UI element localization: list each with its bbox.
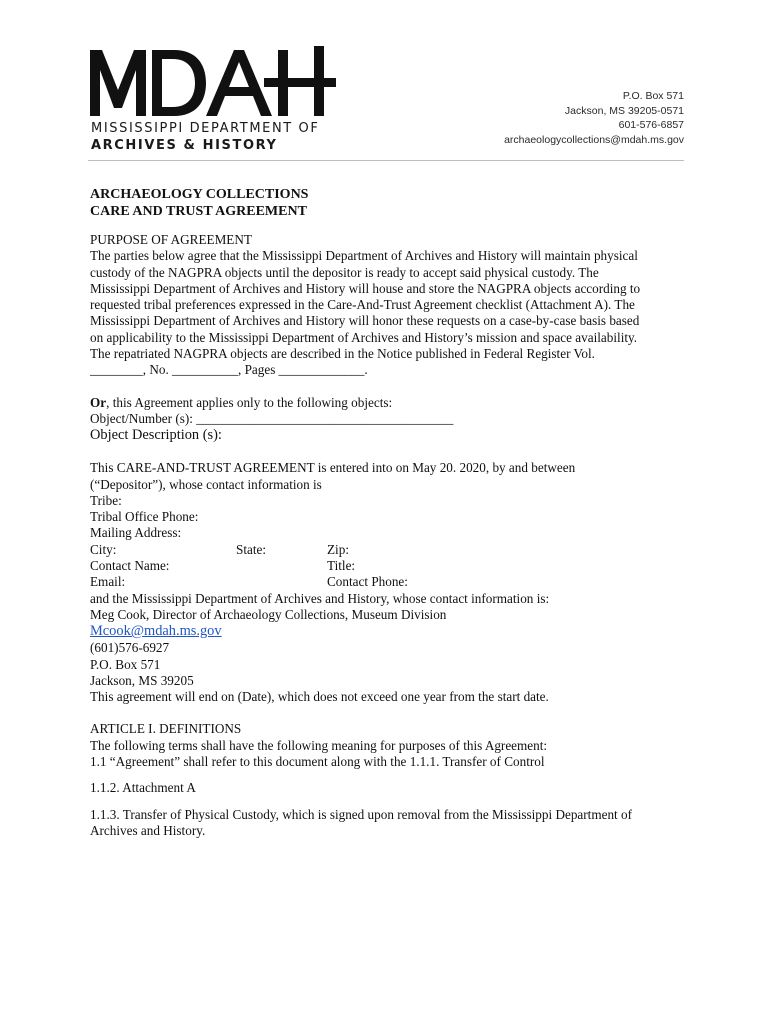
definition-1-1: 1.1 “Agreement” shall refer to this document along with the 1.1.1. Transfer of Control [90,754,545,770]
definition-1-1-2: 1.1.2. Attachment A [90,780,196,796]
city-field: City: [90,541,117,557]
mdah-intro: and the Mississippi Department of Archives and History, whose contact information is: [90,590,550,606]
or-emphasis: Or [90,394,107,410]
definition-1-1-3-cont: Archives and History. [90,822,206,838]
contact-po-box: P.O. Box 571 [622,90,684,102]
header-divider [88,160,684,161]
objects-scope [90,395,690,411]
zip-field: Zip: [327,541,349,557]
letterhead-contact [504,89,684,147]
agreement-depositor: (“Depositor”), whose contact information is [90,476,322,492]
document-body [90,186,690,839]
purpose-line: The parties below agree that the Mississippi Department of Archives and History will maintain physical [90,248,638,264]
purpose-line: Mississippi Department of Archives and History will honor these requests on a case-by-case basis based [90,313,640,329]
purpose-line: ________, No. __________, Pages _____________. [90,362,368,378]
contact-email: archaeologycollections@mdah.ms.gov [504,133,684,146]
purpose-line: Mississippi Department of Archives and History will house and store the NAGPRA objects according to [90,280,641,296]
purpose-heading: PURPOSE OF AGREEMENT [90,232,252,247]
article1-intro: The following terms shall have the following meaning for purposes of this Agreement: [90,737,548,753]
mdah-phone: (601)576-6927 [90,640,170,656]
mdah-po-box: P.O. Box 571 [90,656,161,672]
agreement-end-date: This agreement will end on (Date), which does not exceed one year from the start date. [90,689,549,705]
objects-scope-text: , this Agreement applies only to the following objects: [106,394,393,410]
email-field: Email: [90,574,126,590]
purpose-line: The repatriated NAGPRA objects are described in the Notice published in Federal Register Vol. [90,346,595,362]
mdah-city: Jackson, MS 39205 [90,672,194,688]
contact-city: Jackson, MS 39205-0571 [564,104,684,117]
contact-phone-field: Contact Phone: [327,574,408,590]
article1-heading: ARTICLE I. DEFINITIONS [90,721,242,737]
doc-title-line1: ARCHAEOLOGY COLLECTIONS [90,187,309,202]
mdah-email-link[interactable]: Mcook@mdah.ms.gov [90,623,222,640]
email-row [90,574,690,590]
definition-1-1-3: 1.1.3. Transfer of Physical Custody, which is signed upon removal from the Mississippi Department of [90,806,632,822]
mailing-address-field: Mailing Address: [90,525,182,541]
tribe-field: Tribe: [90,492,122,508]
contact-name-field: Contact Name: [90,558,170,574]
org-name-line1: MISSISSIPPI DEPARTMENT OF [91,121,320,136]
address-row [90,542,690,558]
doc-title-line2: CARE AND TRUST AGREEMENT [90,204,307,219]
state-field: State: [236,541,267,557]
purpose-line: requested tribal preferences expressed in the Care-And-Trust Agreement checklist (Attachment A). The [90,297,635,313]
purpose-line: custody of the NAGPRA objects until the depositor is ready to accept said physical custody. The [90,264,599,280]
object-description-field: Object Description (s): [90,427,222,444]
contact-phone: 601-576-6857 [618,119,684,132]
object-number-field: Object/Number (s): _______________________________________ [90,410,454,426]
org-name-line2: ARCHIVES & HISTORY [91,138,278,153]
contact-row [90,558,690,574]
purpose-line: on applicability to the Mississippi Department of Archives and History’s mission and space availability. [90,329,638,345]
mdah-contact-name: Meg Cook, Director of Archaeology Collections, Museum Division [90,606,447,622]
title-field: Title: [327,558,356,574]
agreement-intro: This CARE-AND-TRUST AGREEMENT is entered into on May 20. 2020, by and between [90,460,576,476]
tribal-office-phone-field: Tribal Office Phone: [90,509,199,525]
